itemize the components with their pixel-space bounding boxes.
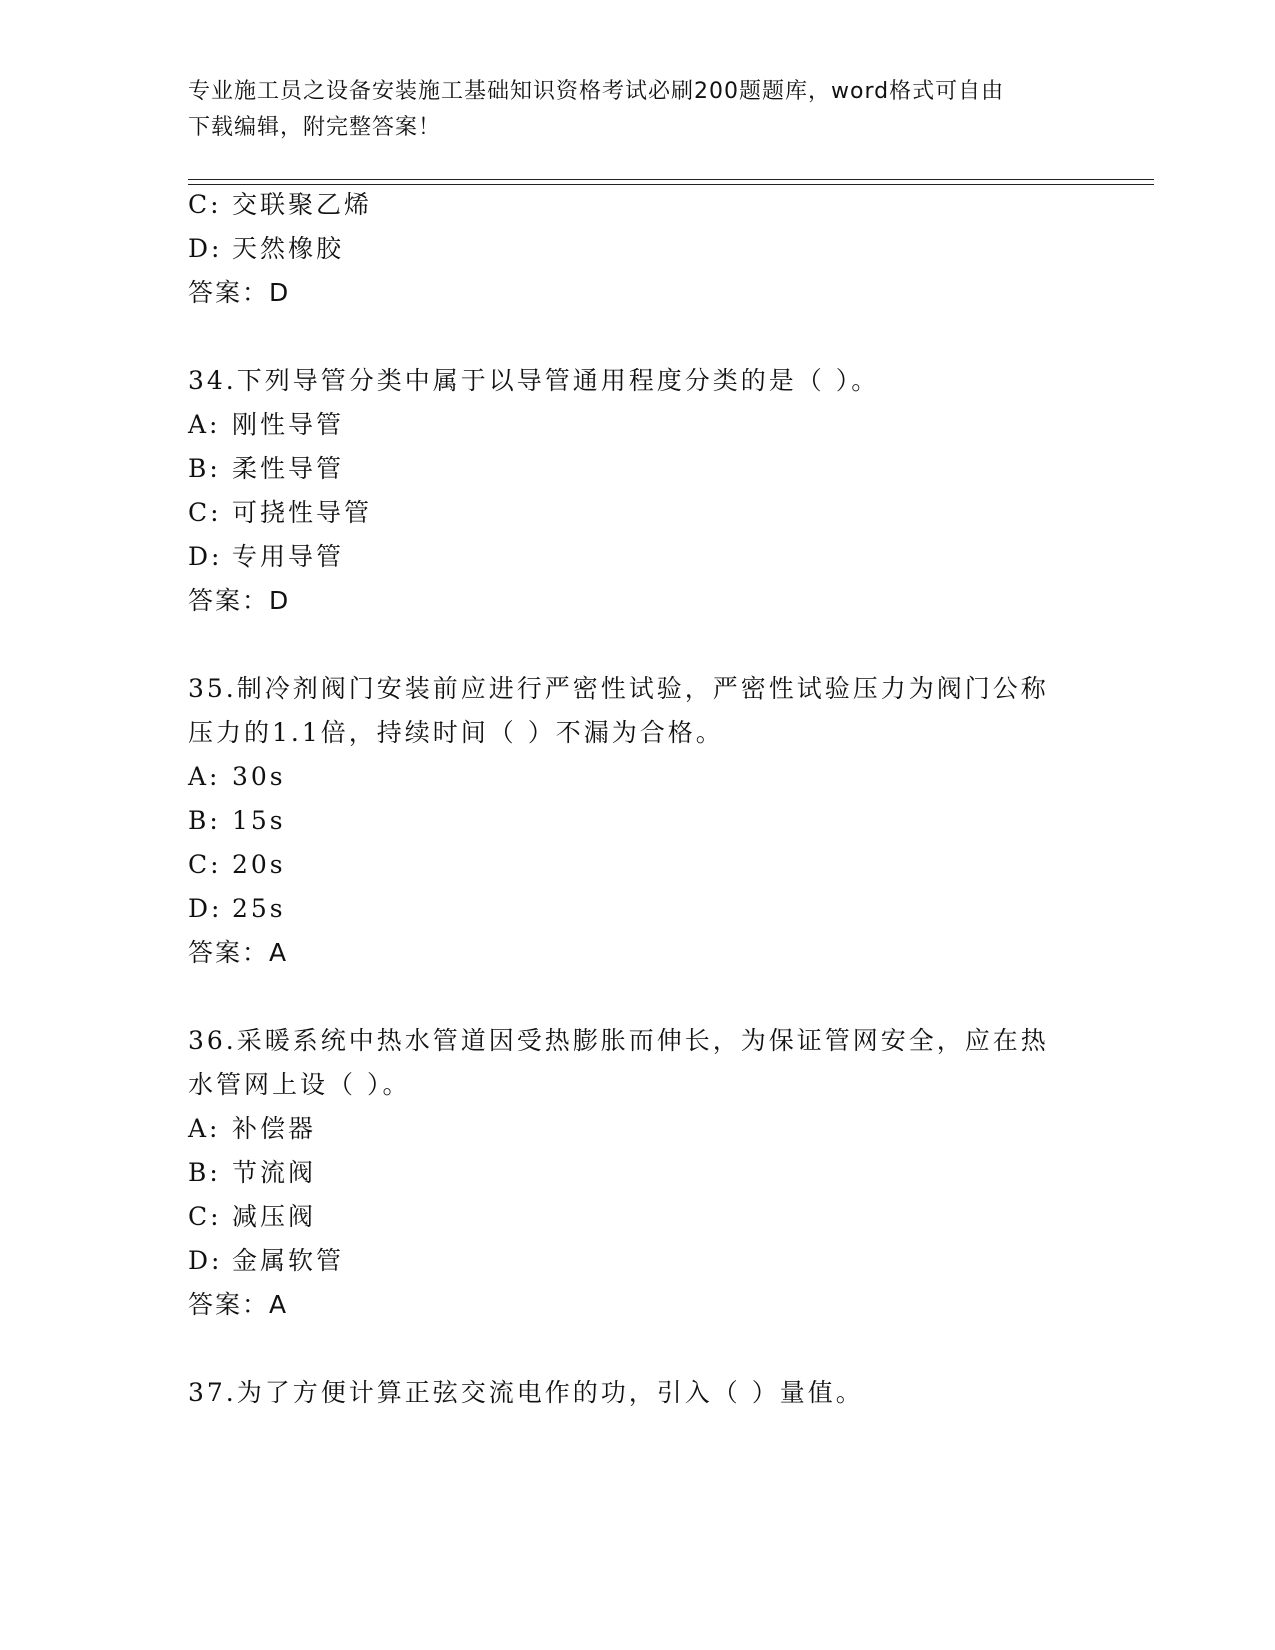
option-text: 补偿器 — [232, 1114, 317, 1143]
option-key: D: — [188, 1246, 223, 1275]
q34-option-b — [188, 453, 344, 485]
option-text: 柔性导管 — [232, 454, 345, 483]
option-text: 专用导管 — [232, 542, 345, 571]
q34-answer: 答案：D — [188, 586, 291, 615]
q35-option-a — [188, 761, 286, 793]
q36-stem-line-2: 水管网上设（ ）。 — [188, 1070, 411, 1099]
q35-answer: 答案：A — [188, 938, 289, 967]
page-header — [188, 74, 1068, 146]
option-key: D: — [188, 542, 223, 571]
option-text: 刚性导管 — [232, 410, 345, 439]
q35-stem-line-1: 35.制冷剂阀门安装前应进行严密性试验，严密性试验压力为阀门公称 — [188, 674, 1049, 703]
q36-option-d — [188, 1245, 344, 1277]
option-key: C: — [188, 190, 222, 219]
option-text: 天然橡胶 — [232, 234, 345, 263]
q36-answer: 答案：A — [188, 1290, 289, 1319]
q35-option-c — [188, 849, 286, 881]
q34-option-a — [188, 409, 344, 441]
q36-stem-line-1: 36.采暖系统中热水管道因受热膨胀而伸长，为保证管网安全，应在热 — [188, 1026, 1049, 1055]
q33-option-c — [188, 189, 372, 221]
option-key: B: — [188, 1158, 221, 1187]
header-line-2: 下载编辑，附完整答案！ — [188, 115, 442, 140]
q34-option-d — [188, 541, 344, 573]
q33-option-d — [188, 233, 344, 265]
option-text: 25s — [232, 894, 286, 923]
option-text: 30s — [232, 762, 286, 791]
option-key: C: — [188, 498, 222, 527]
option-text: 节流阀 — [232, 1158, 317, 1187]
option-key: A: — [188, 1114, 221, 1143]
header-line-1: 专业施工员之设备安装施工基础知识资格考试必刷200题题库，word格式可自由 — [188, 79, 1005, 104]
q33-answer: 答案：D — [188, 278, 291, 307]
option-text: 交联聚乙烯 — [232, 190, 373, 219]
option-key: A: — [188, 762, 221, 791]
option-key: A: — [188, 410, 221, 439]
q35-stem-line-2: 压力的1.1倍，持续时间（ ）不漏为合格。 — [188, 718, 724, 747]
option-key: D: — [188, 894, 223, 923]
q37-stem: 37.为了方便计算正弦交流电作的功，引入（ ）量值。 — [188, 1378, 864, 1407]
option-text: 金属软管 — [232, 1246, 345, 1275]
option-key: B: — [188, 806, 221, 835]
q36-option-b — [188, 1157, 316, 1189]
option-text: 减压阀 — [232, 1202, 317, 1231]
q34-option-c — [188, 497, 372, 529]
option-key: C: — [188, 1202, 222, 1231]
header-divider-top — [188, 179, 1154, 180]
q34-stem: 34.下列导管分类中属于以导管通用程度分类的是（ ）。 — [188, 366, 880, 395]
q35-option-d — [188, 893, 286, 925]
option-text: 15s — [232, 806, 286, 835]
option-key: D: — [188, 234, 223, 263]
option-text: 20s — [232, 850, 286, 879]
option-key: B: — [188, 454, 221, 483]
option-key: C: — [188, 850, 222, 879]
q36-option-c — [188, 1201, 316, 1233]
q35-option-b — [188, 805, 286, 837]
q36-option-a — [188, 1113, 316, 1145]
option-text: 可挠性导管 — [232, 498, 373, 527]
header-divider-bottom — [188, 184, 1154, 185]
